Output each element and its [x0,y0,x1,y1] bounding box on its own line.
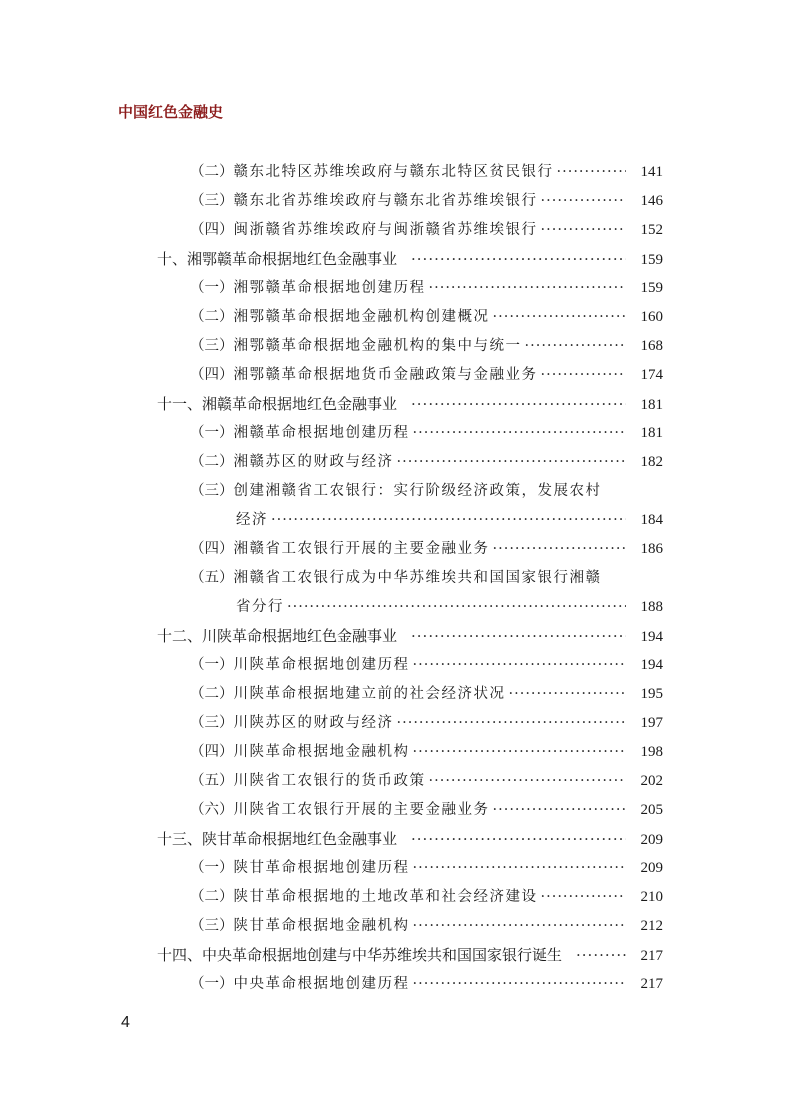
dot-leader [541,361,627,390]
toc-entry[interactable] [0,390,790,419]
toc-entry-title: 湘赣省工农银行开展的主要金融业务 [233,541,490,557]
toc-entry-label [236,593,284,622]
toc-entry-label [190,564,602,593]
toc-entry-title: 湘赣革命根据地创建历程 [233,425,410,441]
toc-entry[interactable] [0,767,790,796]
toc-entry[interactable] [0,796,790,825]
toc-entry-label [190,448,394,477]
dot-leader [493,796,627,825]
toc-entry-page: 194 [640,657,663,673]
toc-entry-label [190,361,538,390]
toc-entry-label [190,535,490,564]
toc-entry-label [157,245,397,274]
toc-entry-number: （六） [190,802,234,818]
toc-entry[interactable] [0,970,790,999]
toc-entry-number: （四） [190,744,234,760]
dot-leader [413,738,627,767]
toc-entry-page: 212 [640,918,663,934]
toc-entry-title: 陕甘革命根据地金融机构 [233,918,410,934]
dot-leader [413,970,627,999]
toc-entry-title: 陕甘革命根据地的土地改革和社会经济建设 [233,889,538,905]
toc-entry-page: 194 [640,629,663,645]
toc-entry-title: 川陕革命根据地创建历程 [233,657,410,673]
toc-entry-label [157,941,562,970]
toc-entry-label [190,912,410,941]
toc-entry-page: 209 [640,860,663,876]
toc-entry-title: 湘鄂赣革命根据地金融机构创建概况 [233,309,490,325]
toc-entry-number: （一） [190,976,234,992]
toc-entry[interactable] [0,622,790,651]
toc-entry-title: 川陕省工农银行开展的主要金融业务 [233,802,490,818]
toc-entry-label [190,651,410,680]
toc-entry-number: （一） [190,657,234,673]
toc-entry-title: 湘鄂赣革命根据地金融机构的集中与统一 [233,338,522,354]
toc-entry-number: （三） [190,338,234,354]
dot-leader [413,912,627,941]
toc-entry-title: 十三、陕甘革命根据地红色金融事业 [157,830,398,848]
toc-entry-page: 217 [640,948,663,964]
toc-entry-label [190,477,602,506]
toc-entry-page: 184 [640,512,663,528]
toc-entry-title: 十二、川陕革命根据地红色金融事业 [157,627,398,645]
dot-leader [429,767,627,796]
toc-entry-number: （二） [190,454,234,470]
toc-entry-number: （三） [190,715,234,731]
toc-entry-label [190,883,538,912]
toc-entry-title: 湘鄂赣革命根据地创建历程 [233,280,426,296]
toc-entry[interactable] [0,274,790,303]
toc-entry-number: （三） [190,193,234,209]
toc-entry-title: 川陕革命根据地建立前的社会经济状况 [233,686,506,702]
dot-leader [413,651,627,680]
dot-leader [411,825,626,854]
toc-entry-label [190,332,522,361]
toc-entry[interactable] [0,912,790,941]
dot-leader [287,593,626,622]
running-header: 中国红色金融史 [118,105,224,121]
toc-entry-number: （一） [190,280,234,296]
dot-leader [541,187,627,216]
toc-entry-page: 160 [640,309,663,325]
toc-entry-title: 十四、中央革命根据地创建与中华苏维埃共和国国家银行诞生 [157,946,563,964]
dot-leader [557,158,627,187]
toc-entry-number: （二） [190,686,234,702]
dot-leader [411,390,626,419]
toc-entry[interactable] [0,332,790,361]
dot-leader [397,448,627,477]
toc-entry[interactable] [0,825,790,854]
toc-entry-page: 181 [640,425,663,441]
dot-leader [411,245,626,274]
toc-entry[interactable] [0,651,790,680]
dot-leader [509,680,627,709]
toc-entry-label [190,796,490,825]
toc-entry-page: 188 [640,599,663,615]
toc-entry-page: 205 [640,802,663,818]
toc-entry-label [157,390,397,419]
toc-entry[interactable] [0,738,790,767]
dot-leader [271,506,626,535]
toc-entry[interactable] [0,216,790,245]
toc-entry-label [157,825,397,854]
toc-entry-title: 陕甘革命根据地创建历程 [233,860,410,876]
toc-entry-title: 川陕革命根据地金融机构 [233,744,410,760]
toc-entry[interactable] [0,477,790,506]
toc-entry[interactable] [0,593,790,622]
toc-entry-title: 创建湘赣省工农银行：实行阶级经济政策，发展农村 [233,483,602,499]
toc-entry-label [190,187,538,216]
toc-entry-number: （五） [190,773,234,789]
dot-leader [411,622,626,651]
toc-entry-label [190,303,490,332]
toc-entry-number: （三） [190,483,234,499]
toc-entry-page: 186 [640,541,663,557]
toc-entry-page: 198 [640,744,663,760]
toc-entry-label [190,709,394,738]
toc-entry-number: （四） [190,541,234,557]
toc-entry[interactable] [0,564,790,593]
toc-entry[interactable] [0,419,790,448]
toc-entry[interactable] [0,303,790,332]
toc-entry-label [190,216,538,245]
toc-entry-label [190,680,506,709]
toc-entry-label [236,506,268,535]
toc-entry-title: 湘鄂赣革命根据地货币金融政策与金融业务 [233,367,538,383]
toc-entry-label [190,854,410,883]
toc-entry[interactable] [0,361,790,390]
toc-entry-number: （五） [190,570,234,586]
toc-entry-page: 174 [640,367,663,383]
toc-entry[interactable] [0,854,790,883]
toc-entry-page: 209 [640,832,663,848]
dot-leader [541,883,627,912]
toc-entry-page: 146 [640,193,663,209]
toc-entry-number: （二） [190,889,234,905]
toc-entry-label [190,419,410,448]
toc-entry-label [190,738,410,767]
toc-entry[interactable] [0,448,790,477]
toc-entry[interactable] [0,941,790,970]
page-number: 4 [121,1014,130,1031]
toc-entry[interactable] [0,680,790,709]
toc-entry-page: 141 [640,164,663,180]
toc-entry-title: 赣东北省苏维埃政府与赣东北省苏维埃银行 [233,193,538,209]
toc-entry-page: 210 [640,889,663,905]
toc-entry-title: 十、湘鄂赣革命根据地红色金融事业 [157,250,398,268]
toc-entry-title: 中央革命根据地创建历程 [233,976,410,992]
toc-entry-title: 赣东北特区苏维埃政府与赣东北特区贫民银行 [233,164,554,180]
toc-entry[interactable] [0,883,790,912]
dot-leader [413,854,627,883]
toc-entry-label [190,970,410,999]
toc-entry[interactable] [0,158,790,187]
toc-entry-title: 湘赣苏区的财政与经济 [233,454,394,470]
toc-entry[interactable] [0,535,790,564]
toc-entry[interactable] [0,709,790,738]
toc-entry-page: 195 [640,686,663,702]
toc-entry[interactable] [0,506,790,535]
toc-entry-number: （三） [190,918,234,934]
toc-entry-label [190,274,426,303]
dot-leader [541,216,627,245]
toc-entry-title: 川陕苏区的财政与经济 [233,715,394,731]
toc-entry-label [157,622,397,651]
toc-entry-label [190,767,426,796]
dot-leader [576,941,626,970]
dot-leader [397,709,627,738]
toc-entry-page: 159 [640,280,663,296]
dot-leader [493,303,627,332]
dot-leader [493,535,627,564]
dot-leader [413,419,627,448]
table-of-contents [0,158,790,999]
toc-entry-title: 十一、湘赣革命根据地红色金融事业 [157,395,398,413]
toc-entry-page: 159 [640,252,663,268]
toc-entry-number: （四） [190,367,234,383]
toc-entry-page: 181 [640,397,663,413]
toc-entry-title: 经济 [236,512,268,528]
toc-entry-title: 川陕省工农银行的货币政策 [233,773,426,789]
toc-entry-number: （二） [190,164,234,180]
dot-leader [525,332,627,361]
toc-entry-title: 闽浙赣省苏维埃政府与闽浙赣省苏维埃银行 [233,222,538,238]
toc-entry-number: （一） [190,425,234,441]
toc-entry-page: 152 [640,222,663,238]
toc-entry-number: （二） [190,309,234,325]
toc-entry-title: 湘赣省工农银行成为中华苏维埃共和国国家银行湘赣 [233,570,602,586]
toc-entry-page: 202 [640,773,663,789]
toc-entry-page: 168 [640,338,663,354]
toc-entry-label [190,158,554,187]
toc-entry-number: （四） [190,222,234,238]
toc-entry-page: 182 [640,454,663,470]
toc-entry-title: 省分行 [236,599,284,615]
toc-entry[interactable] [0,245,790,274]
toc-entry-page: 197 [640,715,663,731]
toc-entry-number: （一） [190,860,234,876]
dot-leader [429,274,627,303]
toc-entry-page: 217 [640,976,663,992]
toc-entry[interactable] [0,187,790,216]
